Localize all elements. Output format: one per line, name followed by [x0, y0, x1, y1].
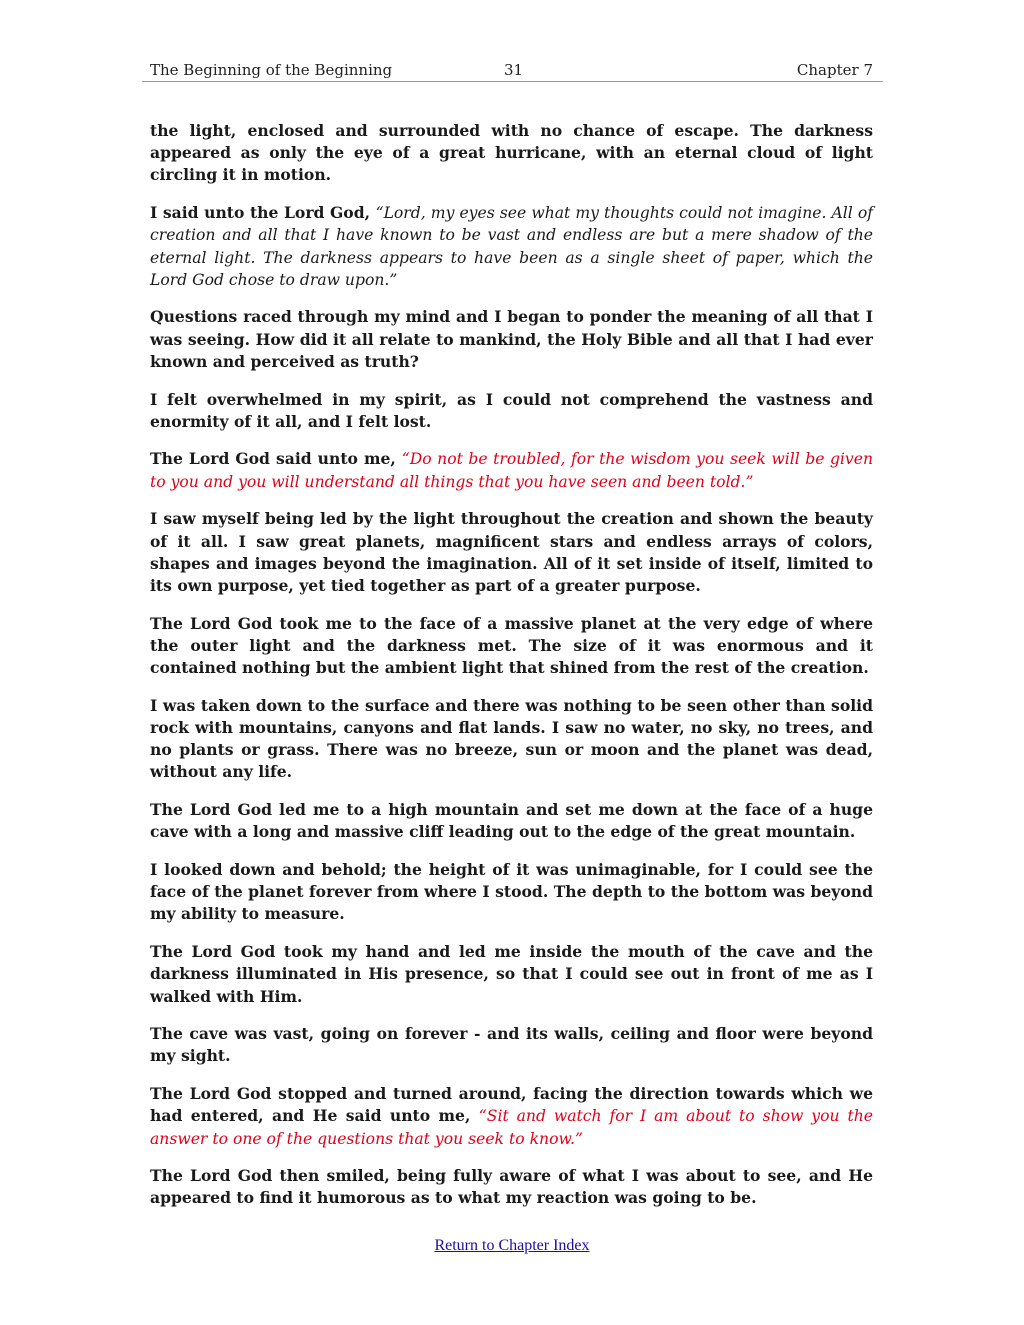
red-quote: “Sit and watch for I am about to show you the answer to one of the questions that you seek to know.” — [150, 1107, 873, 1148]
paragraph: Questions raced through my mind and I began to ponder the meaning of all that I was seeing. How did it all relate to mankind, the Holy Bible and all that I had ever known and perceived as truth? — [150, 307, 873, 371]
paragraph: I said unto the Lord God, “Lord, my eyes see what my thoughts could not imagine. All of creation and all that I have known to be vast and endless are but a mere shadow of the eternal light. The darkness appears to have been as a single sheet of paper, which the Lord God chose to draw upon.” — [150, 203, 873, 289]
book-title: The Beginning of the Beginning — [150, 61, 393, 79]
paragraph: the light, enclosed and surrounded with no chance of escape. The darkness appeared as only the eye of a great hurricane, with an eternal cloud of light circling it in motion. — [150, 121, 873, 185]
paragraph: The Lord God took me to the face of a massive planet at the very edge of where the outer light and the darkness met. The size of it was enormous and it contained nothing but the ambient light that shined from the rest of the creation. — [150, 613, 873, 678]
paragraph: I felt overwhelmed in my spirit, as I could not comprehend the vastness and enormity of it all, and I felt lost. — [150, 389, 873, 431]
running-header — [150, 61, 873, 81]
paragraph: The Lord God then smiled, being fully aware of what I was about to see, and He appeared to find it humorous as to what my reaction was going to be. — [150, 1166, 873, 1208]
paragraph: I saw myself being led by the light throughout the creation and shown the beauty of it all. I saw great planets, magnificent stars and endless arrays of colors, shapes and images beyond the imagination. All of it set inside of itself, limited to its own purpose, yet tied together as part of a greater purpose. — [150, 509, 873, 595]
page-number: 31 — [504, 61, 524, 79]
paragraph: I looked down and behold; the height of it was unimaginable, for I could see the face of the planet forever from where I stood. The depth to the bottom was beyond my ability to measure. — [150, 859, 873, 924]
red-quote: “Do not be troubled, for the wisdom you seek will be given to you and you will understand all things that you have seen and been told.” — [150, 450, 873, 491]
paragraph: The cave was vast, going on forever - and its walls, ceiling and floor were beyond my sight. — [150, 1024, 873, 1066]
return-to-chapter-index-link[interactable]: Return to Chapter Index — [434, 1237, 590, 1254]
paragraph: The Lord God said unto me, “Do not be troubled, for the wisdom you seek will be given to you and you will understand all things that you have seen and been told.” — [150, 449, 873, 491]
footer — [0, 1237, 1024, 1255]
paragraph: The Lord God led me to a high mountain and set me down at the face of a huge cave with a long and massive cliff leading out to the edge of the great mountain. — [150, 800, 873, 842]
paragraph: The Lord God stopped and turned around, facing the direction towards which we had entered, and He said unto me, “Sit and watch for I am about to show you the answer to one of the questions that you seek to know.” — [150, 1084, 873, 1148]
quote: “Lord, my eyes see what my thoughts could not imagine. All of creation and all that I have known to be vast and endless are but a mere shadow of the eternal light. The darkness appears to have been as a single sheet of paper, which the Lord God chose to draw upon.” — [150, 204, 873, 289]
chapter-label: Chapter 7 — [796, 61, 873, 79]
body-text — [150, 120, 873, 1225]
header-divider — [142, 81, 883, 82]
paragraph: The Lord God took my hand and led me inside the mouth of the cave and the darkness illuminated in His presence, so that I could see out in front of me as I walked with Him. — [150, 942, 873, 1006]
paragraph: I was taken down to the surface and there was nothing to be seen other than solid rock with mountains, canyons and flat lands. I saw no water, no sky, no trees, and no plants or grass. There was no breeze, sun or moon and the planet was dead, without any life. — [150, 695, 873, 782]
